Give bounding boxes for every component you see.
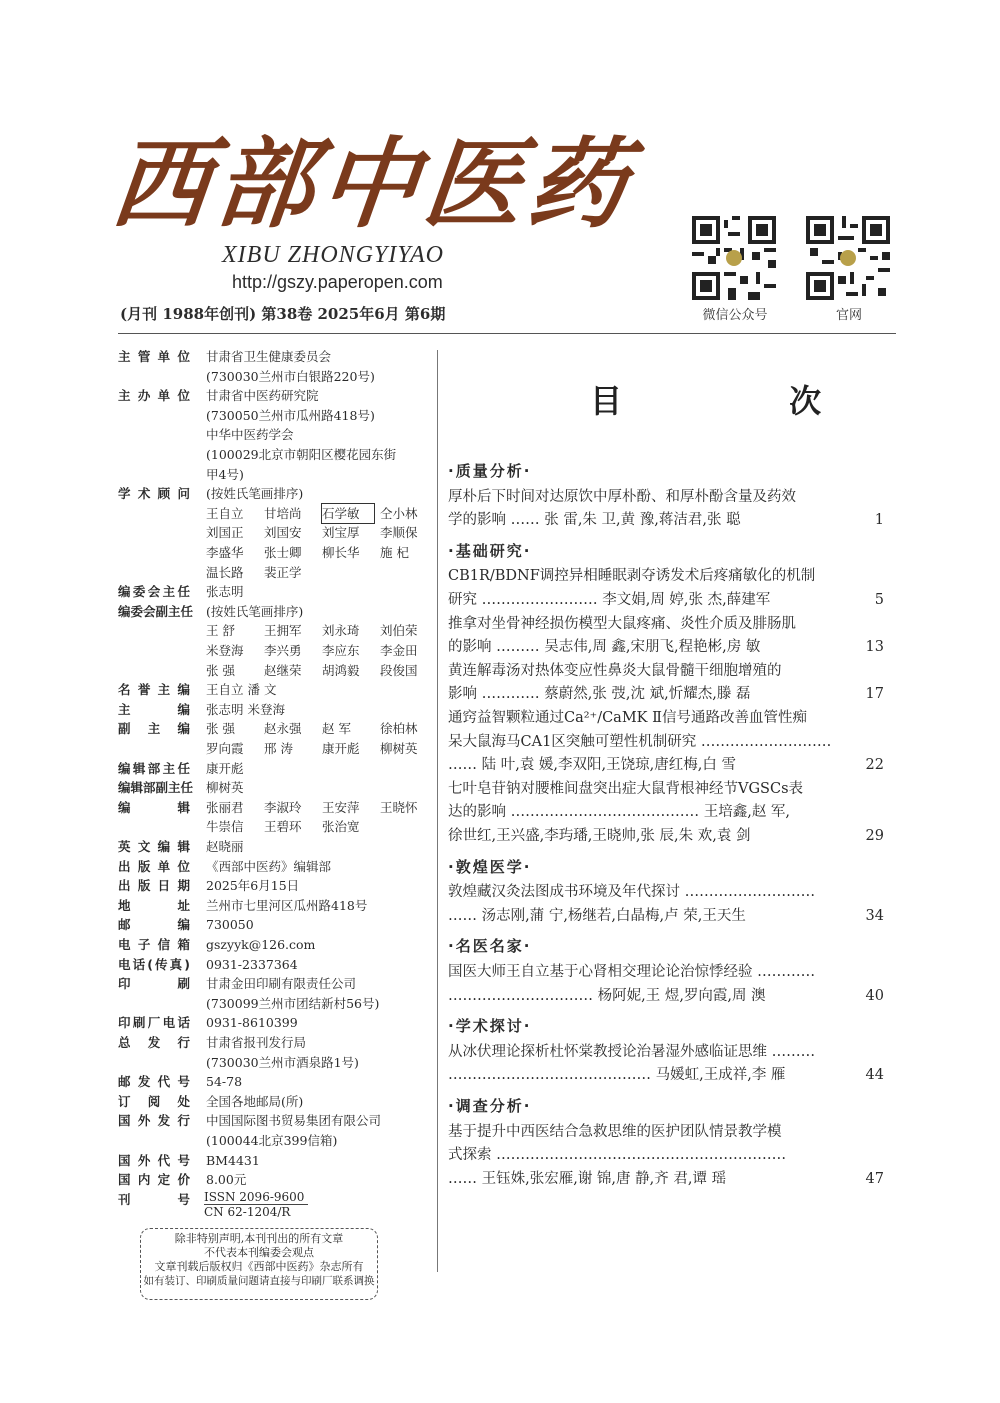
person-name: 刘宝厚 [322, 525, 360, 541]
masthead-value: 甘肃省卫生健康委员会 [206, 349, 332, 364]
toc-entry-text: 通窍益智颗粒通过Ca²⁺/CaMK Ⅱ信号通路改善血管性痴 [448, 710, 807, 726]
masthead-label: 编辑部主任 [118, 760, 190, 776]
toc-entry-text: 厚朴后下时间对达原饮中厚朴酚、和厚朴酚含量及药效 [448, 488, 796, 505]
masthead-label: 英文编辑 [118, 839, 190, 854]
masthead-value: 中国国际图书贸易集团有限公司 [206, 1113, 382, 1129]
person-name: 罗向霞 [206, 741, 244, 756]
notice-line: 如有装订、印刷质量问题请直接与印刷厂联系调换 [143, 1275, 375, 1287]
toc-page-number: 29 [865, 828, 884, 844]
toc-entry-line[interactable] [448, 590, 884, 610]
person-name: 石学敏 [322, 504, 374, 523]
person-name: 牛崇信 [206, 819, 244, 835]
masthead-label: 学术顾问 [118, 486, 190, 502]
toc-entry-line[interactable] [448, 802, 884, 822]
notice-line: 不代表本刊编委会观点 [204, 1246, 314, 1259]
names-row [206, 563, 322, 582]
masthead-value: 兰州市七里河区瓜州路418号 [206, 897, 368, 913]
toc-entry-text: 敦煌藏汉灸法图成书环境及年代探讨 ……………………… [448, 884, 816, 901]
person-name: 王晓怀 [380, 799, 418, 815]
names-row [206, 739, 438, 758]
person-name: 柳树英 [380, 741, 418, 756]
toc-section-heading: ·调查分析· [448, 1097, 532, 1115]
person-name: 王碧环 [264, 819, 302, 835]
toc-entry-line[interactable] [448, 1169, 884, 1189]
toc-entry-text: 七叶皂苷钠对腰椎间盘突出症大鼠背根神经节VGSCs表 [448, 780, 804, 797]
masthead-label: 刊 号 [118, 1191, 190, 1207]
toc-entry-line[interactable] [448, 906, 884, 926]
notice-line: 文章刊载后版权归《西部中医药》杂志所有 [154, 1260, 364, 1273]
person-name: 刘国安 [264, 525, 302, 541]
masthead-label: 电子信箱 [118, 937, 190, 952]
masthead-value: 康开彪 [206, 760, 244, 776]
masthead-label: 编辑部副主任 [118, 780, 194, 796]
toc-entry-line[interactable] [448, 566, 884, 586]
person-name: 赵 军 [322, 721, 351, 737]
person-name: 张士卿 [264, 545, 302, 560]
person-name: 王拥军 [264, 623, 302, 639]
person-name: 李淑玲 [264, 799, 302, 815]
toc-entry-text: 式探索 …………………………………………………… [448, 1147, 787, 1164]
toc-entry-text: 学的影响 …… 张 雷,朱 卫,黄 豫,蒋洁君,张 聪 [448, 512, 741, 529]
masthead-label: 出版单位 [118, 858, 190, 874]
toc-entry-text: 徐世红,王兴盛,李玙璠,王晓帅,张 辰,朱 欢,袁 剑 [448, 828, 751, 844]
masthead-value: (730030兰州市白银路220号) [206, 368, 375, 384]
names-row [206, 817, 380, 836]
person-name: 张 强 [206, 721, 235, 737]
masthead-label: 主 编 [118, 701, 190, 717]
toc-page-number: 47 [865, 1170, 884, 1187]
masthead-label: 电话(传真) [118, 956, 190, 972]
masthead-label: 主办单位 [118, 388, 190, 404]
toc-entry-line[interactable] [448, 1065, 884, 1085]
masthead-label: 国外代号 [118, 1152, 190, 1168]
names-row [206, 543, 438, 562]
masthead-value: 甘肃省中医药研究院 [206, 388, 319, 404]
person-name: 李顺保 [380, 525, 418, 541]
masthead-value: 柳树英 [206, 780, 244, 796]
toc-entry-text: 从冰伏理论探析杜怀棠教授论治暑湿外感临证思维 ……… [448, 1043, 816, 1060]
masthead-value: 0931-8610399 [206, 1015, 298, 1031]
toc-page-number: 17 [865, 686, 884, 703]
toc-entry-text: 推拿对坐骨神经损伤模型大鼠疼痛、炎性介质及腓肠肌 [448, 615, 796, 632]
toc-entry-line[interactable] [448, 708, 884, 728]
masthead-label: 名誉主编 [118, 682, 190, 698]
copyright-notice [140, 1228, 378, 1300]
toc-entry-line[interactable] [448, 1122, 884, 1142]
logo-text: 西部中医药 [106, 127, 639, 242]
toc-section-heading: ·名医名家· [448, 937, 532, 956]
person-name: 李金田 [380, 643, 418, 658]
masthead-label: 编委会主任 [118, 584, 190, 600]
masthead-label: 邮发代号 [118, 1074, 190, 1090]
person-name: 裴正学 [264, 564, 302, 580]
website-caption: 官网 [835, 308, 862, 323]
toc-entry-line[interactable] [448, 826, 884, 846]
names-row [206, 719, 438, 738]
masthead-label: 国内定价 [118, 1172, 190, 1188]
person-name: 张治宽 [322, 819, 360, 835]
names-row [206, 523, 438, 542]
wechat-qr-code [692, 216, 776, 300]
toc-entry-text: 的影响 ……… 吴志伟,周 鑫,宋朋飞,程艳彬,房 敏 [448, 639, 761, 656]
person-name: 王 舒 [206, 623, 235, 639]
person-name: 赵继荣 [264, 662, 302, 678]
person-name: 徐柏林 [380, 721, 418, 737]
toc-entry-line[interactable] [448, 1145, 884, 1165]
toc-entry-text: …… 汤志刚,蒲 宁,杨继若,白晶梅,卢 荣,王天生 [448, 907, 746, 924]
masthead-label: 地 址 [118, 897, 190, 913]
masthead-value: 730050 [206, 917, 254, 933]
toc-entry-text: CB1R/BDNF调控异相睡眠剥夺诱发术后疼痛敏化的机制 [448, 568, 816, 585]
toc-entry-line[interactable] [448, 510, 884, 530]
person-name: 赵永强 [264, 721, 302, 737]
names-row [206, 798, 438, 817]
toc-title: 目 次 [590, 382, 900, 420]
names-row [206, 621, 438, 640]
masthead-value: 中华中医药学会 [206, 427, 294, 443]
header-divider [118, 333, 896, 334]
person-name: 刘国正 [206, 525, 244, 541]
toc-entry-line[interactable] [448, 637, 884, 657]
names-row [206, 504, 438, 523]
masthead-value: 2025年6月15日 [206, 878, 300, 894]
issn-block [204, 1190, 308, 1219]
toc-entry-text: …………………………………… 马媛虹,王成祥,李 雁 [448, 1067, 786, 1084]
person-name: 李兴勇 [264, 643, 302, 658]
masthead-label: 副主编 [118, 721, 190, 737]
toc-page-number: 22 [865, 757, 884, 774]
person-name: 温长路 [206, 564, 244, 580]
masthead-label: 邮 编 [118, 917, 190, 933]
masthead-value: 0931-2337364 [206, 956, 298, 972]
toc-section-heading: ·敦煌医学· [448, 857, 532, 876]
person-name: 张 强 [206, 662, 235, 678]
person-name: 施 杞 [380, 545, 409, 560]
qr-icon [692, 216, 776, 300]
names-row [206, 661, 438, 680]
toc-entry-text: 影响 ………… 蔡蔚然,张 弢,沈 斌,忻耀杰,滕 磊 [448, 686, 751, 703]
toc-entry-line[interactable] [448, 487, 884, 507]
person-name: 张丽君 [206, 799, 244, 815]
website-qr-code [806, 216, 890, 300]
toc-entry-line[interactable] [448, 962, 884, 982]
masthead-value: 甘肃省报刊发行局 [206, 1035, 307, 1050]
toc-entry-line[interactable] [448, 882, 884, 902]
journal-url[interactable]: http://gszy.paperopen.com [232, 272, 443, 292]
masthead-value: gszyyk@126.com [206, 937, 316, 952]
toc-page-number: 13 [865, 639, 884, 656]
toc-entry-text: …… 陆 叶,袁 媛,李双阳,王饶琼,唐红梅,白 雪 [448, 757, 736, 774]
issn-number: ISSN 2096-9600 [204, 1190, 305, 1204]
person-name: 刘伯荣 [380, 623, 418, 639]
masthead-value: (730099兰州市团结新村56号) [206, 995, 380, 1011]
toc-entry-text: …… 王钰姝,张宏雁,谢 锦,唐 静,齐 君,谭 瑶 [448, 1170, 727, 1187]
toc-page-number: 1 [874, 512, 884, 529]
masthead-value: (730030兰州市酒泉路1号) [206, 1054, 359, 1070]
masthead-value: 8.00元 [206, 1172, 247, 1188]
person-name: 王自立 [206, 505, 244, 521]
masthead-label: 订 阅 处 [118, 1093, 190, 1109]
masthead-label: 出版日期 [118, 878, 190, 894]
toc-entry-line[interactable] [448, 614, 884, 634]
person-name: 柳长华 [322, 545, 360, 560]
toc-entry-text: 黄连解毒汤对热体变应性鼻炎大鼠骨髓干细胞增殖的 [448, 662, 782, 679]
person-name: 仝小林 [380, 505, 418, 521]
toc-entry-text: 呆大鼠海马CA1区突触可塑性机制研究 ……………………… [448, 733, 832, 750]
toc-entry-line[interactable] [448, 779, 884, 799]
masthead-value: BM4431 [206, 1152, 260, 1168]
masthead-value: (100029北京市朝阳区樱花园东街 [206, 446, 397, 462]
toc-entry-line[interactable] [448, 1042, 884, 1062]
toc-entry-line[interactable] [448, 661, 884, 681]
toc-entry-text: 研究 …………………… 李文娟,周 婷,张 杰,薛建军 [448, 592, 771, 608]
masthead-label: 编委会副主任 [118, 603, 194, 619]
masthead-value: 王自立 潘 文 [206, 682, 277, 698]
person-name: 王安萍 [322, 799, 360, 815]
person-name: 康开彪 [322, 741, 360, 756]
masthead-value: (按姓氏笔画排序) [206, 603, 304, 619]
masthead-label: 总 发 行 [118, 1035, 190, 1050]
person-name: 甘培尚 [264, 505, 302, 521]
toc-entry-text: 国医大师王自立基于心肾相交理论论治惊悸经验 ………… [448, 964, 816, 980]
masthead-value: 全国各地邮局(所) [206, 1093, 304, 1109]
toc-page-number: 5 [874, 592, 884, 608]
masthead-value: (730050兰州市瓜州路418号) [206, 407, 375, 423]
person-name: 刘永琦 [322, 623, 360, 639]
masthead-value: 《西部中医药》编辑部 [206, 858, 332, 874]
toc-entry-text: 达的影响 ………………………………… 王培鑫,赵 军, [448, 804, 791, 821]
person-name: 段俊国 [380, 662, 418, 678]
toc-section-heading: ·基础研究· [448, 541, 532, 560]
toc-entry-line[interactable] [448, 732, 884, 752]
masthead-value: 赵晓丽 [206, 839, 244, 854]
person-name: 米登海 [206, 643, 244, 658]
masthead-label: 印 刷 [118, 976, 190, 992]
masthead-value: (按姓氏笔画排序) [206, 486, 304, 502]
toc-entry-text: 基于提升中西医结合急救思维的医护团队情景教学模 [448, 1123, 782, 1140]
masthead-value: 甘肃金田印刷有限责任公司 [206, 976, 357, 992]
notice-line: 除非特别声明,本刊刊出的所有文章 [174, 1232, 344, 1245]
issue-line: (月刊 1988年创刊) 第38卷 2025年6月 第6期 [120, 305, 446, 323]
toc-section-heading: ·质量分析· [448, 462, 532, 480]
journal-logo [106, 125, 639, 245]
toc-entry-line[interactable] [448, 684, 884, 704]
toc-page-number: 40 [865, 987, 884, 1004]
person-name: 李盛华 [206, 545, 244, 560]
masthead-value: 张志明 [206, 584, 244, 600]
masthead-label: 主管单位 [118, 349, 190, 364]
toc-entry-line[interactable] [448, 755, 884, 775]
masthead-label: 编 辑 [118, 799, 190, 815]
person-name: 李应东 [322, 643, 360, 658]
toc-page-number: 34 [865, 907, 884, 924]
wechat-caption: 微信公众号 [702, 308, 768, 323]
names-row [206, 641, 438, 660]
masthead-value: 54-78 [206, 1074, 243, 1090]
toc-page-number: 44 [865, 1067, 884, 1084]
toc-entry-line[interactable] [448, 986, 884, 1006]
person-name: 胡鸿毅 [322, 662, 360, 678]
toc-section-heading: ·学术探讨· [448, 1017, 532, 1036]
journal-pinyin: XIBU ZHONGYIYAO [222, 242, 444, 268]
person-name: 邢 涛 [264, 741, 293, 756]
cn-number: CN 62-1204/R [204, 1204, 308, 1219]
qr-icon [806, 216, 890, 300]
masthead-value: (100044北京399信箱) [206, 1132, 338, 1148]
masthead-label: 印刷厂电话 [118, 1015, 190, 1031]
masthead-value: 张志明 米登海 [206, 701, 285, 717]
masthead-value: 甲4号) [206, 466, 244, 482]
masthead-label: 国外发行 [118, 1113, 190, 1129]
toc-entry-text: ………………………… 杨阿妮,王 煜,罗向霞,周 澳 [448, 987, 766, 1004]
